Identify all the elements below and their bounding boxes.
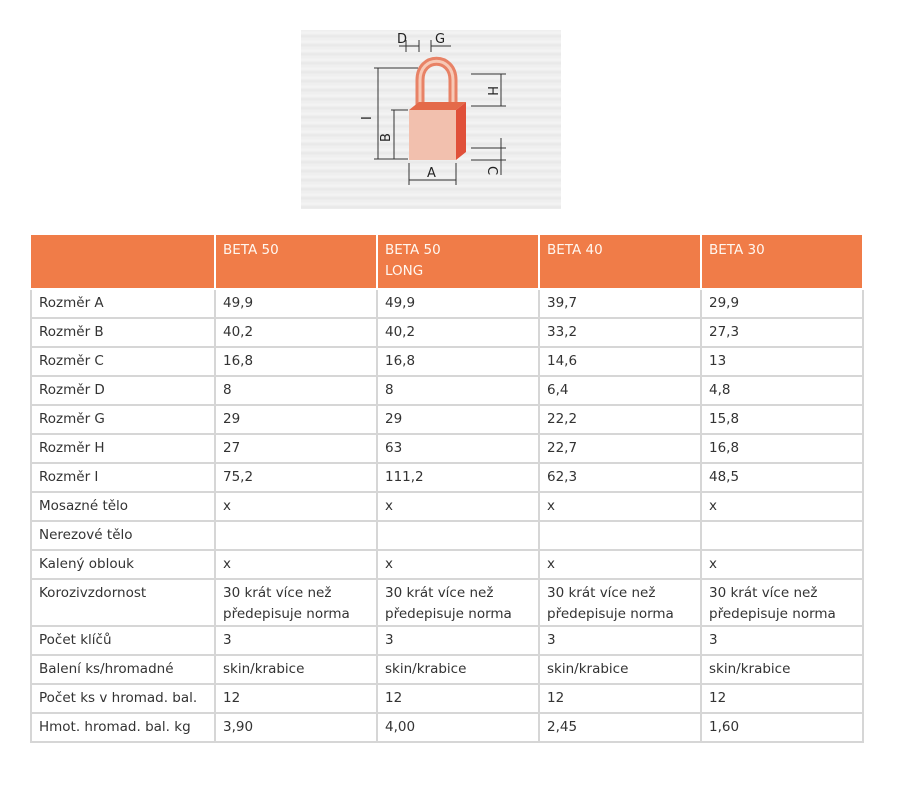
table-cell: 49,9 [377, 289, 539, 318]
table-cell: x [701, 550, 863, 579]
specification-table [30, 235, 864, 743]
header-beta-50-long: BETA 50 LONG [377, 235, 539, 289]
table-cell: x [377, 550, 539, 579]
table-cell: 40,2 [215, 318, 377, 347]
label-c: C [484, 166, 499, 176]
row-label: Rozměr I [31, 463, 215, 492]
table-cell: 3 [539, 626, 701, 655]
table-row [31, 492, 863, 521]
table-cell: 39,7 [539, 289, 701, 318]
header-beta-30: BETA 30 [701, 235, 863, 289]
table-row [31, 521, 863, 550]
row-label: Počet ks v hromad. bal. [31, 684, 215, 713]
row-label: Hmot. hromad. bal. kg [31, 713, 215, 742]
padlock-drawing [301, 30, 561, 209]
table-cell: x [215, 492, 377, 521]
table-cell: 13 [701, 347, 863, 376]
table-cell: 63 [377, 434, 539, 463]
table-cell: 2,45 [539, 713, 701, 742]
table-cell: x [539, 550, 701, 579]
table-cell: 29 [377, 405, 539, 434]
table-cell: 3 [701, 626, 863, 655]
table-cell: 14,6 [539, 347, 701, 376]
row-label: Rozměr D [31, 376, 215, 405]
table-row [31, 434, 863, 463]
table-cell: 16,8 [215, 347, 377, 376]
table-cell: skin/krabice [215, 655, 377, 684]
row-label: Počet klíčů [31, 626, 215, 655]
table-row [31, 463, 863, 492]
table-cell: 22,2 [539, 405, 701, 434]
table-cell: 3 [377, 626, 539, 655]
table-row [31, 684, 863, 713]
table-cell: x [539, 492, 701, 521]
table-cell: x [377, 492, 539, 521]
table-cell: 12 [701, 684, 863, 713]
label-a: A [427, 166, 436, 181]
table-cell: 29 [215, 405, 377, 434]
header-corner-cell [31, 235, 215, 289]
label-g: G [435, 32, 446, 47]
table-row [31, 579, 863, 626]
table-cell: 49,9 [215, 289, 377, 318]
padlock-dimension-diagram [301, 30, 561, 209]
table-cell: 4,8 [701, 376, 863, 405]
label-h: H [484, 86, 499, 96]
table-cell: 1,60 [701, 713, 863, 742]
table-cell: 12 [215, 684, 377, 713]
table-cell: 40,2 [377, 318, 539, 347]
table-row [31, 318, 863, 347]
table-cell: x [215, 550, 377, 579]
row-label: Balení ks/hromadné [31, 655, 215, 684]
header-beta-50: BETA 50 [215, 235, 377, 289]
table-cell: 8 [377, 376, 539, 405]
table-cell: 33,2 [539, 318, 701, 347]
row-label: Rozměr G [31, 405, 215, 434]
label-i: I [360, 116, 375, 120]
table-row [31, 405, 863, 434]
row-label: Kalený oblouk [31, 550, 215, 579]
table-cell: 30 krát více než předepisuje norma [539, 579, 701, 626]
table-header-row [31, 235, 863, 289]
row-label: Mosazné tělo [31, 492, 215, 521]
table-cell: 27,3 [701, 318, 863, 347]
row-label: Korozivzdornost [31, 579, 215, 626]
header-beta-40: BETA 40 [539, 235, 701, 289]
table-cell [377, 521, 539, 550]
table-row [31, 626, 863, 655]
table-cell: 75,2 [215, 463, 377, 492]
table-cell: 3 [215, 626, 377, 655]
table-cell: 27 [215, 434, 377, 463]
table-cell [215, 521, 377, 550]
table-cell: 30 krát více než předepisuje norma [215, 579, 377, 626]
table-row [31, 289, 863, 318]
table-cell: 4,00 [377, 713, 539, 742]
table-cell [701, 521, 863, 550]
table-row [31, 713, 863, 742]
table-row [31, 376, 863, 405]
table-cell: 30 krát více než předepisuje norma [701, 579, 863, 626]
label-b: B [379, 133, 394, 142]
table-cell: 12 [539, 684, 701, 713]
table-row [31, 655, 863, 684]
table-cell: skin/krabice [701, 655, 863, 684]
table-cell: 15,8 [701, 405, 863, 434]
table-cell: 111,2 [377, 463, 539, 492]
table-cell: 16,8 [377, 347, 539, 376]
table-cell: 16,8 [701, 434, 863, 463]
table-cell: 30 krát více než předepisuje norma [377, 579, 539, 626]
table-cell: skin/krabice [539, 655, 701, 684]
table-cell: 29,9 [701, 289, 863, 318]
table-cell: 62,3 [539, 463, 701, 492]
table-cell: 8 [215, 376, 377, 405]
table-row [31, 550, 863, 579]
padlock-body-side [456, 102, 466, 160]
padlock-body-front [409, 110, 456, 160]
label-d: D [397, 32, 408, 47]
table-cell: x [701, 492, 863, 521]
padlock-body-top [409, 102, 466, 110]
row-label: Nerezové tělo [31, 521, 215, 550]
row-label: Rozměr H [31, 434, 215, 463]
table-row [31, 347, 863, 376]
table-cell: 12 [377, 684, 539, 713]
table-cell: 6,4 [539, 376, 701, 405]
table-cell: 3,90 [215, 713, 377, 742]
table-cell [539, 521, 701, 550]
row-label: Rozměr A [31, 289, 215, 318]
table-cell: 22,7 [539, 434, 701, 463]
table-cell: skin/krabice [377, 655, 539, 684]
table-cell: 48,5 [701, 463, 863, 492]
row-label: Rozměr C [31, 347, 215, 376]
row-label: Rozměr B [31, 318, 215, 347]
